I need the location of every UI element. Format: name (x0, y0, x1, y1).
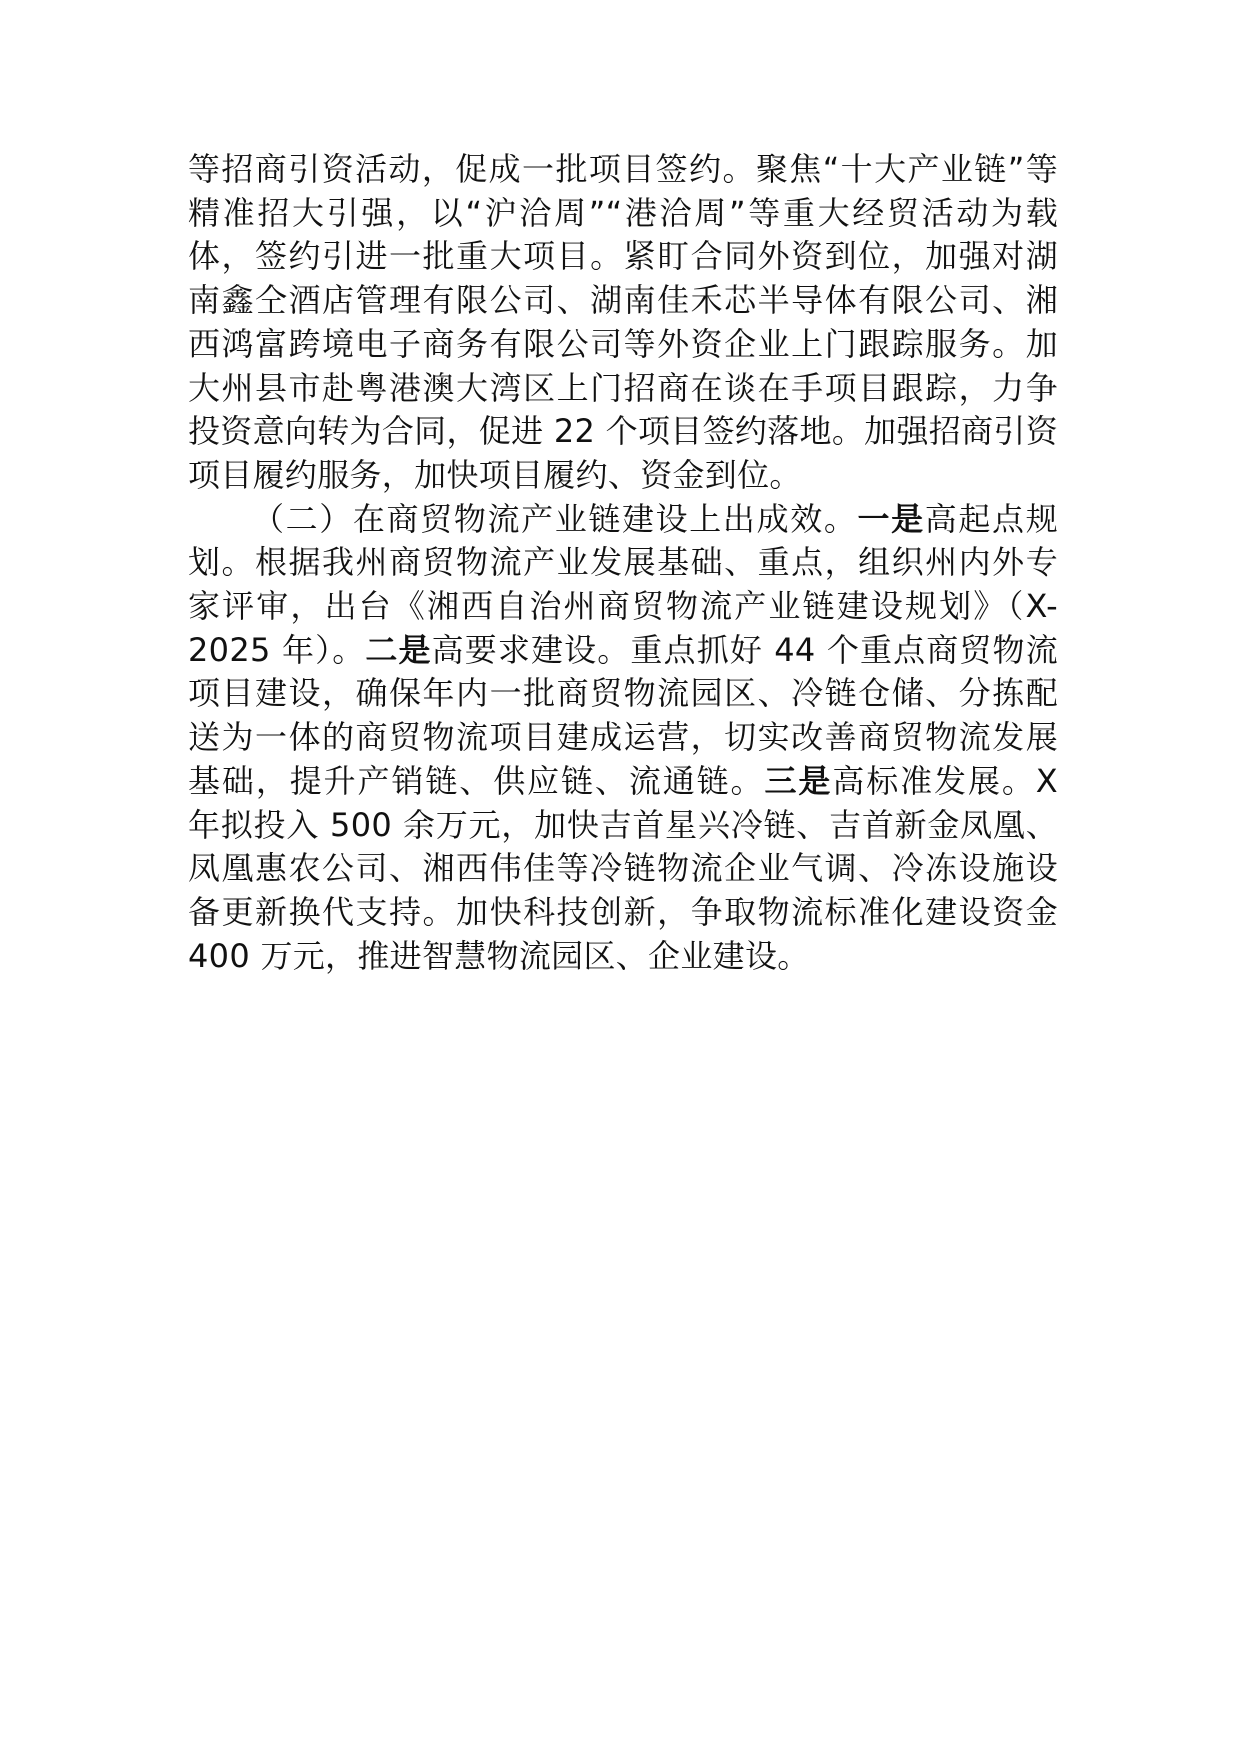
point-3-text: 高标准发展。X 年拟投入 500 余万元，加快吉首星兴冷链、吉首新金凤凰、凤凰惠农公司、湘西伟佳等冷链物流企业气调、冷冻设施设备更新换代支持。加快科技创新，争取物流标准化建设资金 400 万元，推进智慧物流园区、企业建设。 (188, 761, 1058, 975)
point-1-text: 高起点规划。根据我州商贸物流产业发展基础、重点，组织州内外专家评审，出台《湘西自治州商贸物流产业链建设规划》（X-2025 年）。 (188, 499, 1058, 669)
point-3-label: 三是 (764, 761, 833, 800)
point-1-label: 一是 (857, 499, 925, 538)
document-body (188, 148, 1058, 978)
paragraph-logistics (188, 498, 1058, 979)
point-2-label: 二是 (365, 630, 432, 669)
paragraph-investment: 等招商引资活动，促成一批项目签约。聚焦“十大产业链”等精准招大引强，以“沪洽周”“港洽周”等重大经贸活动为载体，签约引进一批重大项目。紧盯合同外资到位，加强对湖南鑫仝酒店管理有限公司、湖南佳禾芯半导体有限公司、湘西鸿富跨境电子商务有限公司等外资企业上门跟踪服务。加大州县市赴粤港澳大湾区上门招商在谈在手项目跟踪，力争投资意向转为合同，促进 22 个项目签约落地。加强招商引资项目履约服务，加快项目履约、资金到位。 (188, 150, 1058, 494)
point-2-text: 高要求建设。重点抓好 44 个重点商贸物流项目建设，确保年内一批商贸物流园区、冷链仓储、分拣配送为一体的商贸物流项目建成运营，切实改善商贸物流发展基础，提升产销链、供应链、流通链。 (188, 630, 1058, 800)
section-heading: （二）在商贸物流产业链建设上出成效。 (252, 499, 858, 538)
